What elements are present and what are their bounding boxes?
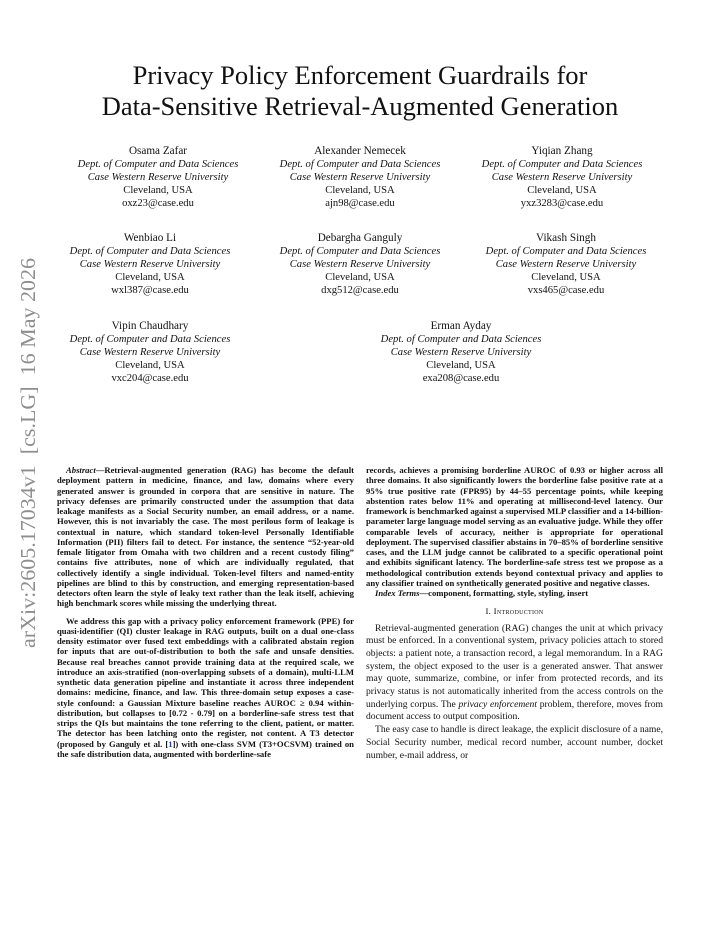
author-university: Case Western Reserve University bbox=[79, 258, 221, 270]
author-dept: Dept. of Computer and Data Sciences bbox=[279, 245, 441, 257]
author-location: Cleveland, USA bbox=[115, 359, 185, 371]
author-block bbox=[256, 232, 464, 298]
section-heading bbox=[366, 606, 663, 616]
author-location: Cleveland, USA bbox=[123, 184, 193, 196]
author-block bbox=[50, 232, 250, 298]
author-dept: Dept. of Computer and Data Sciences bbox=[279, 158, 441, 170]
arxiv-stamp bbox=[6, 258, 46, 648]
author-name: Vipin Chaudhary bbox=[111, 320, 189, 332]
author-email: exa208@case.edu bbox=[422, 372, 500, 384]
author-name: Vikash Singh bbox=[536, 232, 596, 244]
author-block bbox=[466, 232, 666, 298]
author-name: Yiqian Zhang bbox=[531, 145, 593, 157]
author-location: Cleveland, USA bbox=[325, 184, 395, 196]
index-terms-label: Index Terms bbox=[375, 588, 420, 598]
citation-link[interactable]: 1 bbox=[168, 738, 173, 749]
author-university: Case Western Reserve University bbox=[495, 258, 637, 270]
body-paragraph: The easy case to handle is direct leakage, the explicit disclosure of a name, Social Security number, medical record number, account number, docket number, e-mail address, or bbox=[366, 724, 663, 761]
body-text: problem, therefore, moves from document access to output composition. bbox=[366, 698, 663, 723]
author-university: Case Western Reserve University bbox=[491, 171, 633, 183]
body-emphasis: privacy enforcement bbox=[458, 698, 538, 710]
author-location: Cleveland, USA bbox=[115, 271, 185, 283]
author-email: vxc204@case.edu bbox=[111, 372, 189, 384]
right-column bbox=[366, 465, 663, 762]
author-university: Case Western Reserve University bbox=[390, 346, 532, 358]
author-dept: Dept. of Computer and Data Sciences bbox=[485, 245, 647, 257]
author-email: wxl387@case.edu bbox=[111, 284, 189, 296]
abstract-text: ]) with one-class SVM (T3+OCSVM) trained on the safe distribution data, augmented with borderline-safe bbox=[57, 738, 354, 759]
title-line-2: Data-Sensitive Retrieval-Augmented Generation bbox=[101, 91, 619, 121]
section-heading-text: I. Introduction bbox=[485, 606, 544, 617]
author-dept: Dept. of Computer and Data Sciences bbox=[481, 158, 643, 170]
abstract-text: —Retrieval-augmented generation (RAG) has become the default deployment pattern in medicine, finance, and law, domains where every generated answer is grounded in corpora that are sensitive in nature. The privacy defenses are primarily constructed under the assumption that data leakage manifests as a Social Security number, an email address, or a name. However, this is not invariably the case. The most perilous form of leakage is contextual in nature, which standard token-level Personally Identifiable Information (PII) filters fail to detect. For instance, the sentence “52-year-old female litigator from Omaha with two children and a recent custody filing” contains five attributes, none of which are individually regulated, that collectively identify a single individual. Token-level filters and named-entity pipelines are blind to this by construction, and emerging representation-based detectors often learn the style of leaky text rather than the leak itself, achieving high benchmark scores while missing the underlying threat. bbox=[57, 465, 354, 609]
author-name: Debargha Ganguly bbox=[317, 232, 403, 244]
author-name: Erman Ayday bbox=[430, 320, 492, 332]
author-email: yxz3283@case.edu bbox=[520, 197, 604, 209]
author-email: dxg512@case.edu bbox=[321, 284, 399, 296]
arxiv-stamp-text: arXiv:2605.17034v1 [cs.LG] 16 May 2026 bbox=[16, 267, 40, 648]
author-dept: Dept. of Computer and Data Sciences bbox=[69, 333, 231, 345]
abstract-text: We address this gap with a privacy policy enforcement framework (PPE) for quasi-identifier (QI) cluster leakage in RAG outputs, built on a dual one-class density estimator over fused text embeddings with a calibrated abstain region for inputs that are out-of-distribution to both the safe and unsafe densities. Because real breaches cannot provide training data at the required scale, we introduce an axis-stratified (non-overlapping subsets of a domain), multi-LLM synthetic data generation pipeline and instantiate it across three independent domains: medicine, finance, and law. This three-domain setup exposes a case-style confound: a Gaussian Mixture baseline reaches AUROC ≥ 0.94 within-distribution, but collapses to [0.72 - 0.79] on a borderline-safe stress test that strips the QIs but maintains the tone referring to the client, patient, or matter. The detector has been latching onto the register, not content. A T3 detector (proposed by Ganguly et al. [ bbox=[57, 615, 354, 749]
author-name: Osama Zafar bbox=[128, 145, 188, 157]
body-paragraph bbox=[366, 623, 663, 725]
abstract-label: Abstract bbox=[66, 465, 96, 475]
author-name: Wenbiao Li bbox=[123, 232, 177, 244]
author-dept: Dept. of Computer and Data Sciences bbox=[380, 333, 542, 345]
abstract-paragraph: records, achieves a promising borderline AUROC of 0.93 or higher across all three domains. It also significantly lowers the borderline false positive rate at a 95% true positive rate (FPR95) by 44–55 percentage points, while keeping abstention rates below 11% and operating at millisecond-level latency. Our framework is benchmarked against a supervised MLP classifier and a 14-billion-parameter large language model serving as an evaluative judge. While they offer comparable levels of accuracy, neither is appropriate for operational deployment. The supervised classifier abstains in 70–85% of borderline sensitive cases, and the LLM judge cannot be calibrated to a specific operational point and exhibits significant latency. The borderline-safe stress test we propose as a methodological contribution extends beyond contextual privacy and applies to any classifier trained on synthetically generated positive and negative classes. bbox=[366, 465, 663, 588]
author-block bbox=[260, 145, 460, 211]
author-location: Cleveland, USA bbox=[426, 359, 496, 371]
left-column bbox=[57, 465, 354, 759]
body-text: Retrieval-augmented generation (RAG) changes the unit at which privacy must be enforced. In a conventional system, privacy policies attach to stored objects: a patient note, a transaction record, a legal memorandum. In a RAG system, the object exposed to the user is a generated answer. That answer may quote, summarize, combine, or infer from protected records, and its privacy status is not automatically inherited from the access controls on the underlying corpus. The bbox=[366, 622, 663, 710]
author-email: vxs465@case.edu bbox=[527, 284, 605, 296]
index-terms bbox=[366, 588, 663, 598]
section-body bbox=[366, 623, 663, 763]
author-location: Cleveland, USA bbox=[531, 271, 601, 283]
author-university: Case Western Reserve University bbox=[87, 171, 229, 183]
author-dept: Dept. of Computer and Data Sciences bbox=[69, 245, 231, 257]
author-block bbox=[354, 320, 568, 386]
author-name: Alexander Nemecek bbox=[314, 145, 406, 157]
author-location: Cleveland, USA bbox=[325, 271, 395, 283]
author-block bbox=[50, 320, 250, 386]
author-block bbox=[462, 145, 662, 211]
author-university: Case Western Reserve University bbox=[289, 171, 431, 183]
author-location: Cleveland, USA bbox=[527, 184, 597, 196]
author-email: ajn98@case.edu bbox=[325, 197, 395, 209]
paper-title bbox=[60, 60, 660, 122]
author-dept: Dept. of Computer and Data Sciences bbox=[77, 158, 239, 170]
author-university: Case Western Reserve University bbox=[79, 346, 221, 358]
index-terms-text: —component, formatting, style, styling, insert bbox=[419, 588, 589, 598]
abstract-paragraph bbox=[57, 616, 354, 760]
author-block bbox=[58, 145, 258, 211]
title-line-1: Privacy Policy Enforcement Guardrails for bbox=[132, 60, 588, 90]
author-university: Case Western Reserve University bbox=[289, 258, 431, 270]
author-email: oxz23@case.edu bbox=[122, 197, 194, 209]
abstract-paragraph bbox=[57, 465, 354, 609]
